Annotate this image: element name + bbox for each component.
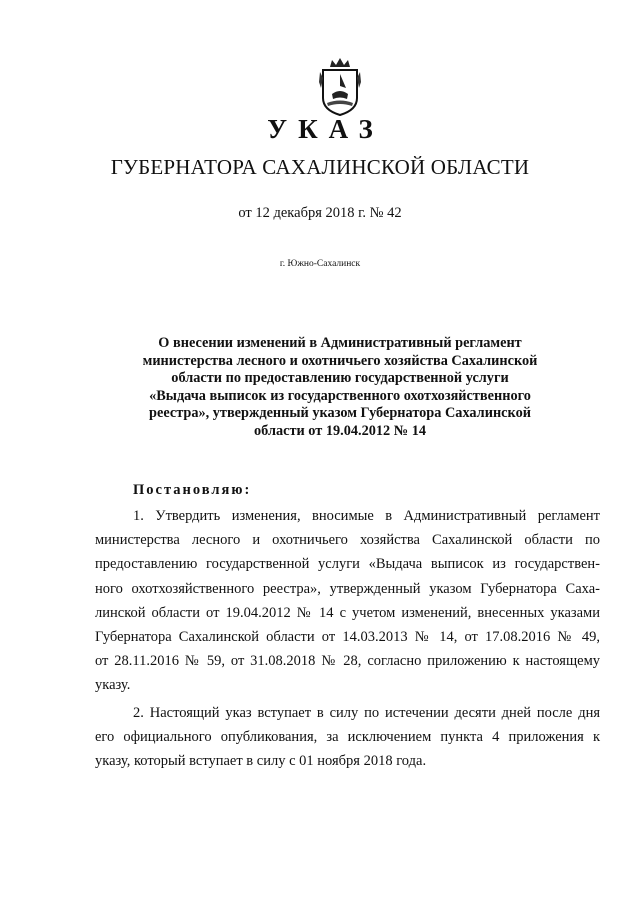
paragraph-line: 2. Настоящий указ вступает в силу по истечении десяти дней после дня [133, 704, 600, 721]
paragraph-line: от 28.11.2016 № 59, от 31.08.2018 № 28, согласно приложению к настоящему [95, 653, 600, 670]
heading-line: министерства лесного и охотничьего хозяйства Сахалинской [142, 352, 538, 369]
paragraph-2 [95, 701, 600, 774]
document-date: от 12 декабря 2018 г. № 42 [238, 205, 402, 221]
document-body [95, 504, 600, 773]
document-place: г. Южно-Сахалинск [279, 259, 361, 269]
paragraph-line: указу, который вступает в силу с 01 ноября 2018 года. [95, 753, 427, 770]
document-title: УКАЗ [267, 114, 384, 144]
paragraph-1 [95, 504, 600, 698]
document-heading [110, 335, 570, 441]
coat-of-arms-graphic [318, 58, 362, 116]
heading-line: области по предоставлению государственной услуги [171, 370, 509, 387]
coat-of-arms-icon [318, 58, 362, 116]
paragraph-line: указу. [95, 677, 131, 694]
paragraph-line: министерства лесного и охотничьего хозяйства Сахалинской области по [95, 532, 600, 549]
paragraph-line: Губернатора Сахалинской области от 14.03.2013 № 14, от 17.08.2016 № 49, [95, 629, 600, 646]
paragraph-line: 1. Утвердить изменения, вносимые в Административный регламент [133, 508, 600, 524]
paragraph-line: предоставлению государственной услуги «Выдача выписок из государствен- [95, 556, 600, 573]
heading-line: области от 19.04.2012 № 14 [254, 422, 426, 439]
paragraph-line: его официального опубликования, за исключением пункта 4 приложения к [95, 728, 600, 745]
paragraph-line: ного охотхозяйственного реестра», утвержденный указом Губернатора Саха- [95, 580, 600, 597]
heading-line: «Выдача выписок из государственного охотхозяйственного [149, 387, 531, 404]
decree-word: Постановляю: [133, 482, 252, 498]
paragraph-line: линской области от 19.04.2012 № 14 с учетом изменений, внесенных указами [95, 604, 600, 621]
heading-line: реестра», утвержденный указом Губернатора Сахалинской [149, 405, 531, 422]
heading-line: О внесении изменений в Административный регламент [158, 335, 522, 351]
crown-shape [330, 58, 350, 67]
document-subtitle: ГУБЕРНАТОРА САХАЛИНСКОЙ ОБЛАСТИ [110, 155, 530, 179]
